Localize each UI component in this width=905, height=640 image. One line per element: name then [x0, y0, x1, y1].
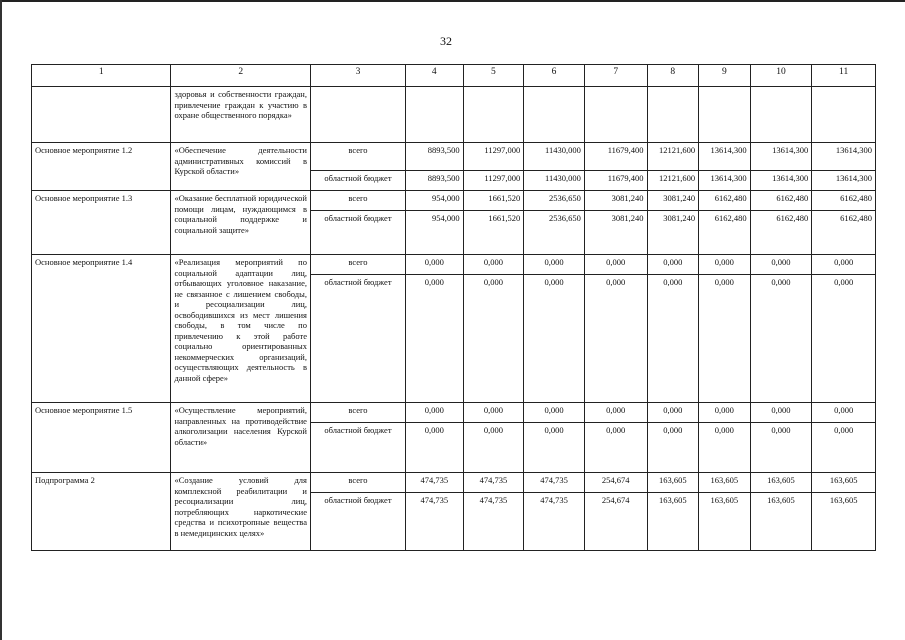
source-label: областной бюджет [310, 275, 405, 403]
value-cell: 0,000 [524, 255, 585, 275]
header-cell: 1 [32, 65, 171, 87]
value-cell: 6162,480 [699, 211, 751, 255]
value-cell: 2536,650 [524, 191, 585, 211]
row-description: «Оказание бесплатной юридической помощи лицам, нуждающимся в социальной поддержке и социальной защите» [171, 191, 310, 255]
value-cell: 2536,650 [524, 211, 585, 255]
value-cell: 254,674 [584, 493, 647, 551]
source-label: областной бюджет [310, 493, 405, 551]
value-cell: 0,000 [699, 403, 751, 423]
table-row [32, 191, 876, 211]
header-cell: 8 [647, 65, 699, 87]
value-cell: 163,605 [812, 473, 876, 493]
table-row [32, 403, 876, 423]
value-cell: 0,000 [647, 275, 699, 403]
row-name: Основное мероприятие 1.4 [32, 255, 171, 403]
value-cell: 12121,600 [647, 171, 699, 191]
row-name: Подпрограмма 2 [32, 473, 171, 551]
value-cell: 0,000 [584, 403, 647, 423]
table-row [32, 255, 876, 275]
source-label: всего [310, 403, 405, 423]
value-cell: 11430,000 [524, 143, 585, 171]
value-cell: 12121,600 [647, 143, 699, 171]
table-row [32, 473, 876, 493]
value-cell: 0,000 [405, 403, 463, 423]
value-cell: 13614,300 [750, 143, 812, 171]
value-cell: 0,000 [524, 275, 585, 403]
value-cell: 3081,240 [584, 191, 647, 211]
value-cell: 6162,480 [812, 211, 876, 255]
value-cell: 0,000 [405, 275, 463, 403]
value-cell: 0,000 [524, 403, 585, 423]
header-cell: 5 [463, 65, 524, 87]
row-description: «Осуществление мероприятий, направленных на противодействие алкоголизации населения Курской области» [171, 403, 310, 473]
source-label: всего [310, 255, 405, 275]
header-cell: 4 [405, 65, 463, 87]
value-cell: 3081,240 [584, 211, 647, 255]
value-cell: 0,000 [647, 255, 699, 275]
value-cell: 13614,300 [750, 171, 812, 191]
value-cell: 11297,000 [463, 171, 524, 191]
row-name: Основное мероприятие 1.5 [32, 403, 171, 473]
value-cell: 11430,000 [524, 171, 585, 191]
value-cell: 0,000 [750, 423, 812, 473]
value-cell: 0,000 [812, 403, 876, 423]
value-cell: 0,000 [463, 403, 524, 423]
row-name: Основное мероприятие 1.3 [32, 191, 171, 255]
row-description: «Обеспечение деятельности административных комиссий в Курской области» [171, 143, 310, 191]
value-cell: 0,000 [463, 255, 524, 275]
value-cell: 474,735 [463, 473, 524, 493]
value-cell: 13614,300 [699, 171, 751, 191]
header-row [32, 65, 876, 87]
source-label: всего [310, 143, 405, 171]
value-cell: 163,605 [750, 473, 812, 493]
value-cell: 163,605 [812, 493, 876, 551]
value-cell: 163,605 [647, 473, 699, 493]
value-cell: 8893,500 [405, 143, 463, 171]
value-cell: 11679,400 [584, 143, 647, 171]
page-number: 32 [440, 34, 452, 48]
value-cell: 0,000 [405, 423, 463, 473]
header-cell: 7 [584, 65, 647, 87]
value-cell: 0,000 [812, 423, 876, 473]
source-label: всего [310, 473, 405, 493]
value-cell: 8893,500 [405, 171, 463, 191]
value-cell: 0,000 [750, 403, 812, 423]
value-cell: 0,000 [812, 275, 876, 403]
value-cell: 0,000 [699, 255, 751, 275]
source-label: областной бюджет [310, 423, 405, 473]
value-cell: 0,000 [405, 255, 463, 275]
value-cell: 0,000 [584, 423, 647, 473]
value-cell: 0,000 [524, 423, 585, 473]
value-cell: 474,735 [405, 493, 463, 551]
source-label: областной бюджет [310, 211, 405, 255]
page-edge-top [0, 0, 905, 2]
source-label: всего [310, 191, 405, 211]
value-cell: 0,000 [750, 255, 812, 275]
row-description: «Реализация мероприятий по социальной адаптации лиц, отбывающих уголовное наказание, не связанное с лишением свободы, и ресоциализации лиц, освободившихся из мест лишения свободы, в том числе по привлечению к этой работе социально ориентированных некоммерческих организаций, осуществляющих деятельность в данной сфере» [171, 255, 310, 403]
page-edge-left [0, 0, 2, 640]
header-cell: 10 [750, 65, 812, 87]
value-cell: 6162,480 [750, 211, 812, 255]
value-cell: 11297,000 [463, 143, 524, 171]
value-cell: 254,674 [584, 473, 647, 493]
value-cell: 0,000 [812, 255, 876, 275]
value-cell: 6162,480 [750, 191, 812, 211]
value-cell: 1661,520 [463, 211, 524, 255]
value-cell: 1661,520 [463, 191, 524, 211]
header-cell: 9 [699, 65, 751, 87]
row-name: Основное мероприятие 1.2 [32, 143, 171, 191]
header-cell: 6 [524, 65, 585, 87]
value-cell: 474,735 [463, 493, 524, 551]
header-cell: 11 [812, 65, 876, 87]
header-cell: 3 [310, 65, 405, 87]
value-cell: 0,000 [647, 403, 699, 423]
value-cell: 163,605 [699, 493, 751, 551]
value-cell: 3081,240 [647, 211, 699, 255]
value-cell: 6162,480 [699, 191, 751, 211]
table-row [32, 143, 876, 171]
value-cell: 13614,300 [812, 171, 876, 191]
value-cell: 3081,240 [647, 191, 699, 211]
value-cell: 6162,480 [812, 191, 876, 211]
value-cell: 0,000 [750, 275, 812, 403]
value-cell: 0,000 [647, 423, 699, 473]
value-cell: 0,000 [584, 255, 647, 275]
value-cell: 0,000 [584, 275, 647, 403]
value-cell: 0,000 [699, 423, 751, 473]
continued-description: здоровья и собственности граждан, привлечение граждан к участию в охране общественного порядка» [171, 87, 310, 143]
value-cell: 13614,300 [699, 143, 751, 171]
value-cell: 163,605 [750, 493, 812, 551]
value-cell: 163,605 [699, 473, 751, 493]
continued-row [32, 87, 876, 143]
value-cell: 474,735 [524, 493, 585, 551]
value-cell: 11679,400 [584, 171, 647, 191]
value-cell: 13614,300 [812, 143, 876, 171]
value-cell: 474,735 [524, 473, 585, 493]
value-cell: 0,000 [463, 423, 524, 473]
value-cell: 163,605 [647, 493, 699, 551]
source-label: областной бюджет [310, 171, 405, 191]
value-cell: 474,735 [405, 473, 463, 493]
value-cell: 0,000 [699, 275, 751, 403]
budget-table [31, 64, 876, 551]
value-cell: 954,000 [405, 191, 463, 211]
value-cell: 0,000 [463, 275, 524, 403]
header-cell: 2 [171, 65, 310, 87]
row-description: «Создание условий для комплексной реабилитации и ресоциализации лиц, потребляющих наркотические средства и психотропные вещества в немедицинских целях» [171, 473, 310, 551]
value-cell: 954,000 [405, 211, 463, 255]
